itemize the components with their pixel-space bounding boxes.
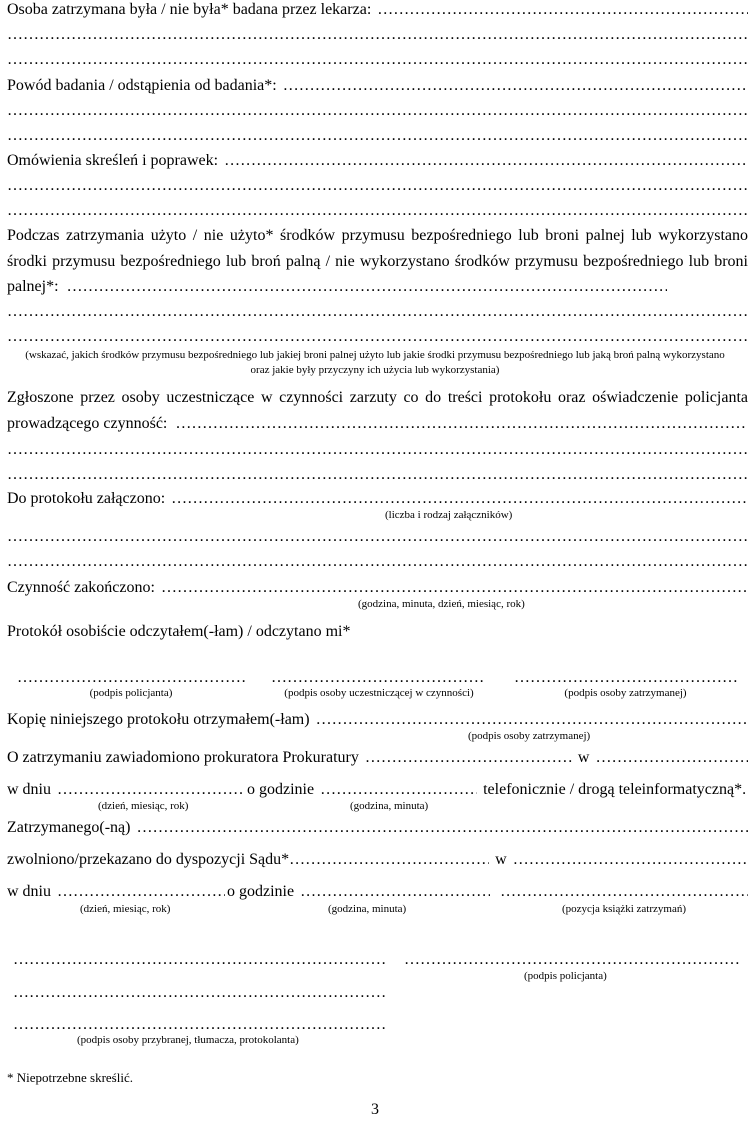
reason-line [7, 76, 748, 96]
attached-note: (liczba i rodzaj załączników) [385, 509, 513, 521]
release-time-line [7, 882, 748, 902]
attached-label: Do protokołu załączono: [7, 490, 166, 507]
signature-detained-field[interactable] [514, 668, 737, 688]
release-date-note: (dzień, miesiąc, rok) [80, 903, 171, 915]
attached-field[interactable] [171, 489, 748, 509]
notify-date-note: (dzień, miesiąc, rok) [98, 800, 189, 812]
signature-assist-field-3[interactable] [13, 1015, 385, 1035]
examined-field-2[interactable] [7, 25, 747, 45]
notify-date-field[interactable] [57, 780, 245, 800]
release-w-dniu: w dniu [7, 883, 51, 900]
examined-field[interactable] [377, 0, 748, 20]
copy-field[interactable] [316, 710, 748, 730]
examined-line [7, 0, 748, 20]
coercion-field-3[interactable] [7, 327, 747, 347]
signature-assist-field-1[interactable] [13, 950, 385, 970]
objections-field-2[interactable] [7, 440, 747, 460]
copy-note: (podpis osoby zatrzymanej) [468, 730, 591, 742]
released-court-field[interactable] [289, 850, 489, 870]
read-statement: Protokół osobiście odczytałem(-łam) / odczytano mi* [7, 623, 351, 640]
notify-time-line [7, 780, 748, 800]
signature-officer2-field[interactable] [404, 950, 739, 970]
coercion-label: Podczas zatrzymania użyto / nie użyto* środków przymusu bezpośredniego lub broni palnej lub wykorzystano środki przymusu bezpośredniego lub broń palną / nie wykorzystano środków przymusu bezpośredniego lub broni palnej*: [7, 227, 748, 295]
detainee-line [7, 818, 748, 838]
prosecutor-label: O zatrzymaniu zawiadomiono prokuratora Prokuratury [7, 749, 359, 766]
signature-officer-caption: (podpis policjanta) [89, 687, 173, 699]
release-o-godzinie: o godzinie [227, 883, 295, 900]
prosecutor-w: w [577, 749, 590, 766]
release-register-note: (pozycja książki zatrzymań) [562, 903, 686, 915]
completed-label: Czynność zakończono: [7, 579, 155, 596]
reason-field-3[interactable] [7, 126, 747, 146]
completed-note: (godzina, minuta, dzień, miesiąc, rok) [358, 598, 525, 610]
coercion-note: (wskazać, jakich środków przymusu bezpośredniego lub jakiej broni palnej użyto lub jakie środki przymusu bezpośredniego lub jaką broń palną wykorzystano oraz jakie były przyczyny ich użycia lub wykorzystania) [25, 349, 725, 376]
examined-field-3[interactable] [7, 50, 747, 70]
detainee-field[interactable] [136, 818, 748, 838]
notify-method: telefonicznie / drogą teleinformatyczną*. [483, 781, 747, 798]
signature-detained-caption: (podpis osoby zatrzymanej) [564, 687, 687, 699]
footnote: * Niepotrzebne skreślić. [7, 1070, 133, 1085]
objections-paragraph [7, 385, 748, 436]
notify-w-dniu: w dniu [7, 781, 51, 798]
completed-line [7, 578, 748, 598]
objections-label: Zgłoszone przez osoby uczestniczące w czynności zarzuty co do treści protokołu oraz oświadczenie policjanta prowadzącego czynność: [7, 389, 748, 432]
prosecutor-location-field[interactable] [595, 748, 748, 768]
coercion-field-2[interactable] [7, 302, 747, 322]
notify-time-field[interactable] [320, 780, 477, 800]
released-line [7, 850, 748, 870]
page-number: 3 [371, 1101, 379, 1118]
released-w: w [495, 851, 507, 868]
detainee-label: Zatrzymanego(-ną) [7, 819, 131, 836]
signature-participant-field[interactable] [271, 668, 486, 688]
attached-line [7, 489, 748, 509]
signature-officer-field[interactable] [17, 668, 245, 688]
attached-field-3[interactable] [7, 552, 747, 572]
reason-field-2[interactable] [7, 101, 747, 121]
prosecutor-field[interactable] [365, 748, 572, 768]
completed-field[interactable] [161, 578, 748, 598]
signature-officer2-caption: (podpis policjanta) [524, 970, 607, 982]
signature-participant-caption: (podpis osoby uczestniczącej w czynności) [284, 687, 474, 699]
corrections-label: Omówienia skreśleń i poprawek: [7, 152, 219, 169]
corrections-field-2[interactable] [7, 176, 747, 196]
coercion-paragraph [7, 223, 748, 300]
copy-label: Kopię niniejszego protokołu otrzymałem(-łam) [7, 711, 310, 728]
attached-field-2[interactable] [7, 527, 747, 547]
objections-field-3[interactable] [7, 465, 747, 485]
notify-time-note: (godzina, minuta) [350, 800, 429, 812]
prosecutor-line [7, 748, 748, 768]
release-date-field[interactable] [57, 882, 225, 902]
copy-line [7, 710, 748, 730]
corrections-field[interactable] [224, 151, 748, 171]
reason-label: Powód badania / odstąpienia od badania*: [7, 77, 277, 94]
release-register-field[interactable] [500, 882, 748, 902]
signature-assist-field-2[interactable] [13, 983, 385, 1003]
release-time-field[interactable] [300, 882, 490, 902]
examined-label: Osoba zatrzymana była / nie była* badana przez lekarza: [7, 1, 372, 18]
released-location-field[interactable] [513, 850, 748, 870]
signature-assist-caption: (podpis osoby przybranej, tłumacza, protokolanta) [77, 1034, 299, 1046]
objections-field[interactable] [175, 411, 745, 431]
notify-o-godzinie: o godzinie [247, 781, 315, 798]
coercion-field[interactable] [67, 274, 667, 294]
corrections-field-3[interactable] [7, 201, 747, 221]
reason-field[interactable] [283, 76, 748, 96]
released-label: zwolniono/przekazano do dyspozycji Sądu* [7, 851, 290, 868]
release-time-note: (godzina, minuta) [328, 903, 407, 915]
corrections-line [7, 151, 748, 171]
